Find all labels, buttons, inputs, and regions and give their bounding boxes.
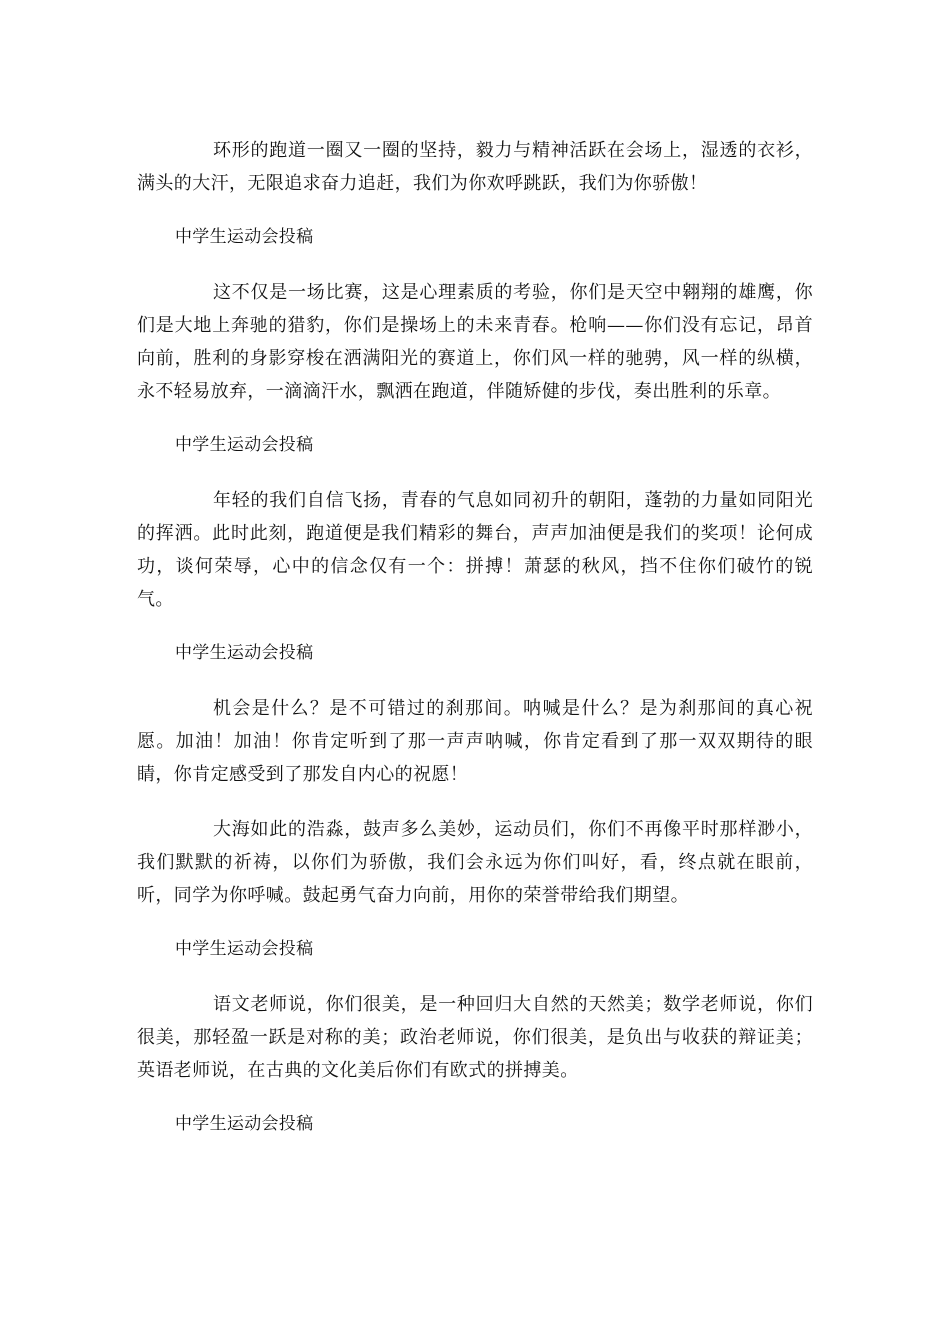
section-heading: 中学生运动会投稿 (175, 1114, 314, 1134)
section-heading: 中学生运动会投稿 (175, 643, 314, 663)
paragraph: 语文老师说，你们很美，是一种回归大自然的天然美；数学老师说，你们很美，那轻盈一跃是对称的美；政治老师说，你们很美，是负出与收获的辩证美；英语老师说，在古典的文化美后你们有欧式的拼搏美。 (137, 994, 813, 1081)
paragraph: 这不仅是一场比赛，这是心理素质的考验，你们是天空中翱翔的雄鹰，你们是大地上奔驰的猎豹，你们是操场上的未来青春。枪响——你们没有忘记，昂首向前，胜利的身影穿梭在洒满阳光的赛道上，你们风一样的驰骋，风一样的纵横，永不轻易放弃，一滴滴汗水，飘洒在跑道，伴随矫健的步伐，奏出胜利的乐章。 (137, 282, 813, 402)
section-heading: 中学生运动会投稿 (175, 435, 314, 455)
document-body (137, 134, 813, 1163)
section-heading: 中学生运动会投稿 (175, 939, 314, 959)
section-heading: 中学生运动会投稿 (175, 227, 314, 247)
paragraph: 环形的跑道一圈又一圈的坚持，毅力与精神活跃在会场上，湿透的衣衫，满头的大汗，无限追求奋力追赶，我们为你欢呼跳跃，我们为你骄傲！ (137, 140, 813, 194)
paragraph: 大海如此的浩淼，鼓声多么美妙，运动员们，你们不再像平时那样渺小，我们默默的祈祷，以你们为骄傲，我们会永远为你们叫好，看，终点就在眼前，听，同学为你呼喊。鼓起勇气奋力向前，用你的荣誉带给我们期望。 (137, 819, 813, 906)
paragraph: 机会是什么？是不可错过的刹那间。呐喊是什么？是为刹那间的真心祝愿。加油！加油！你肯定听到了那一声声呐喊，你肯定看到了那一双双期待的眼睛，你肯定感受到了那发自内心的祝愿！ (137, 698, 813, 785)
paragraph: 年轻的我们自信飞扬，青春的气息如同初升的朝阳，蓬勃的力量如同阳光的挥洒。此时此刻，跑道便是我们精彩的舞台，声声加油便是我们的奖项！论何成功，谈何荣辱，心中的信念仅有一个：拼搏！萧瑟的秋风，挡不住你们破竹的锐气。 (137, 490, 813, 610)
